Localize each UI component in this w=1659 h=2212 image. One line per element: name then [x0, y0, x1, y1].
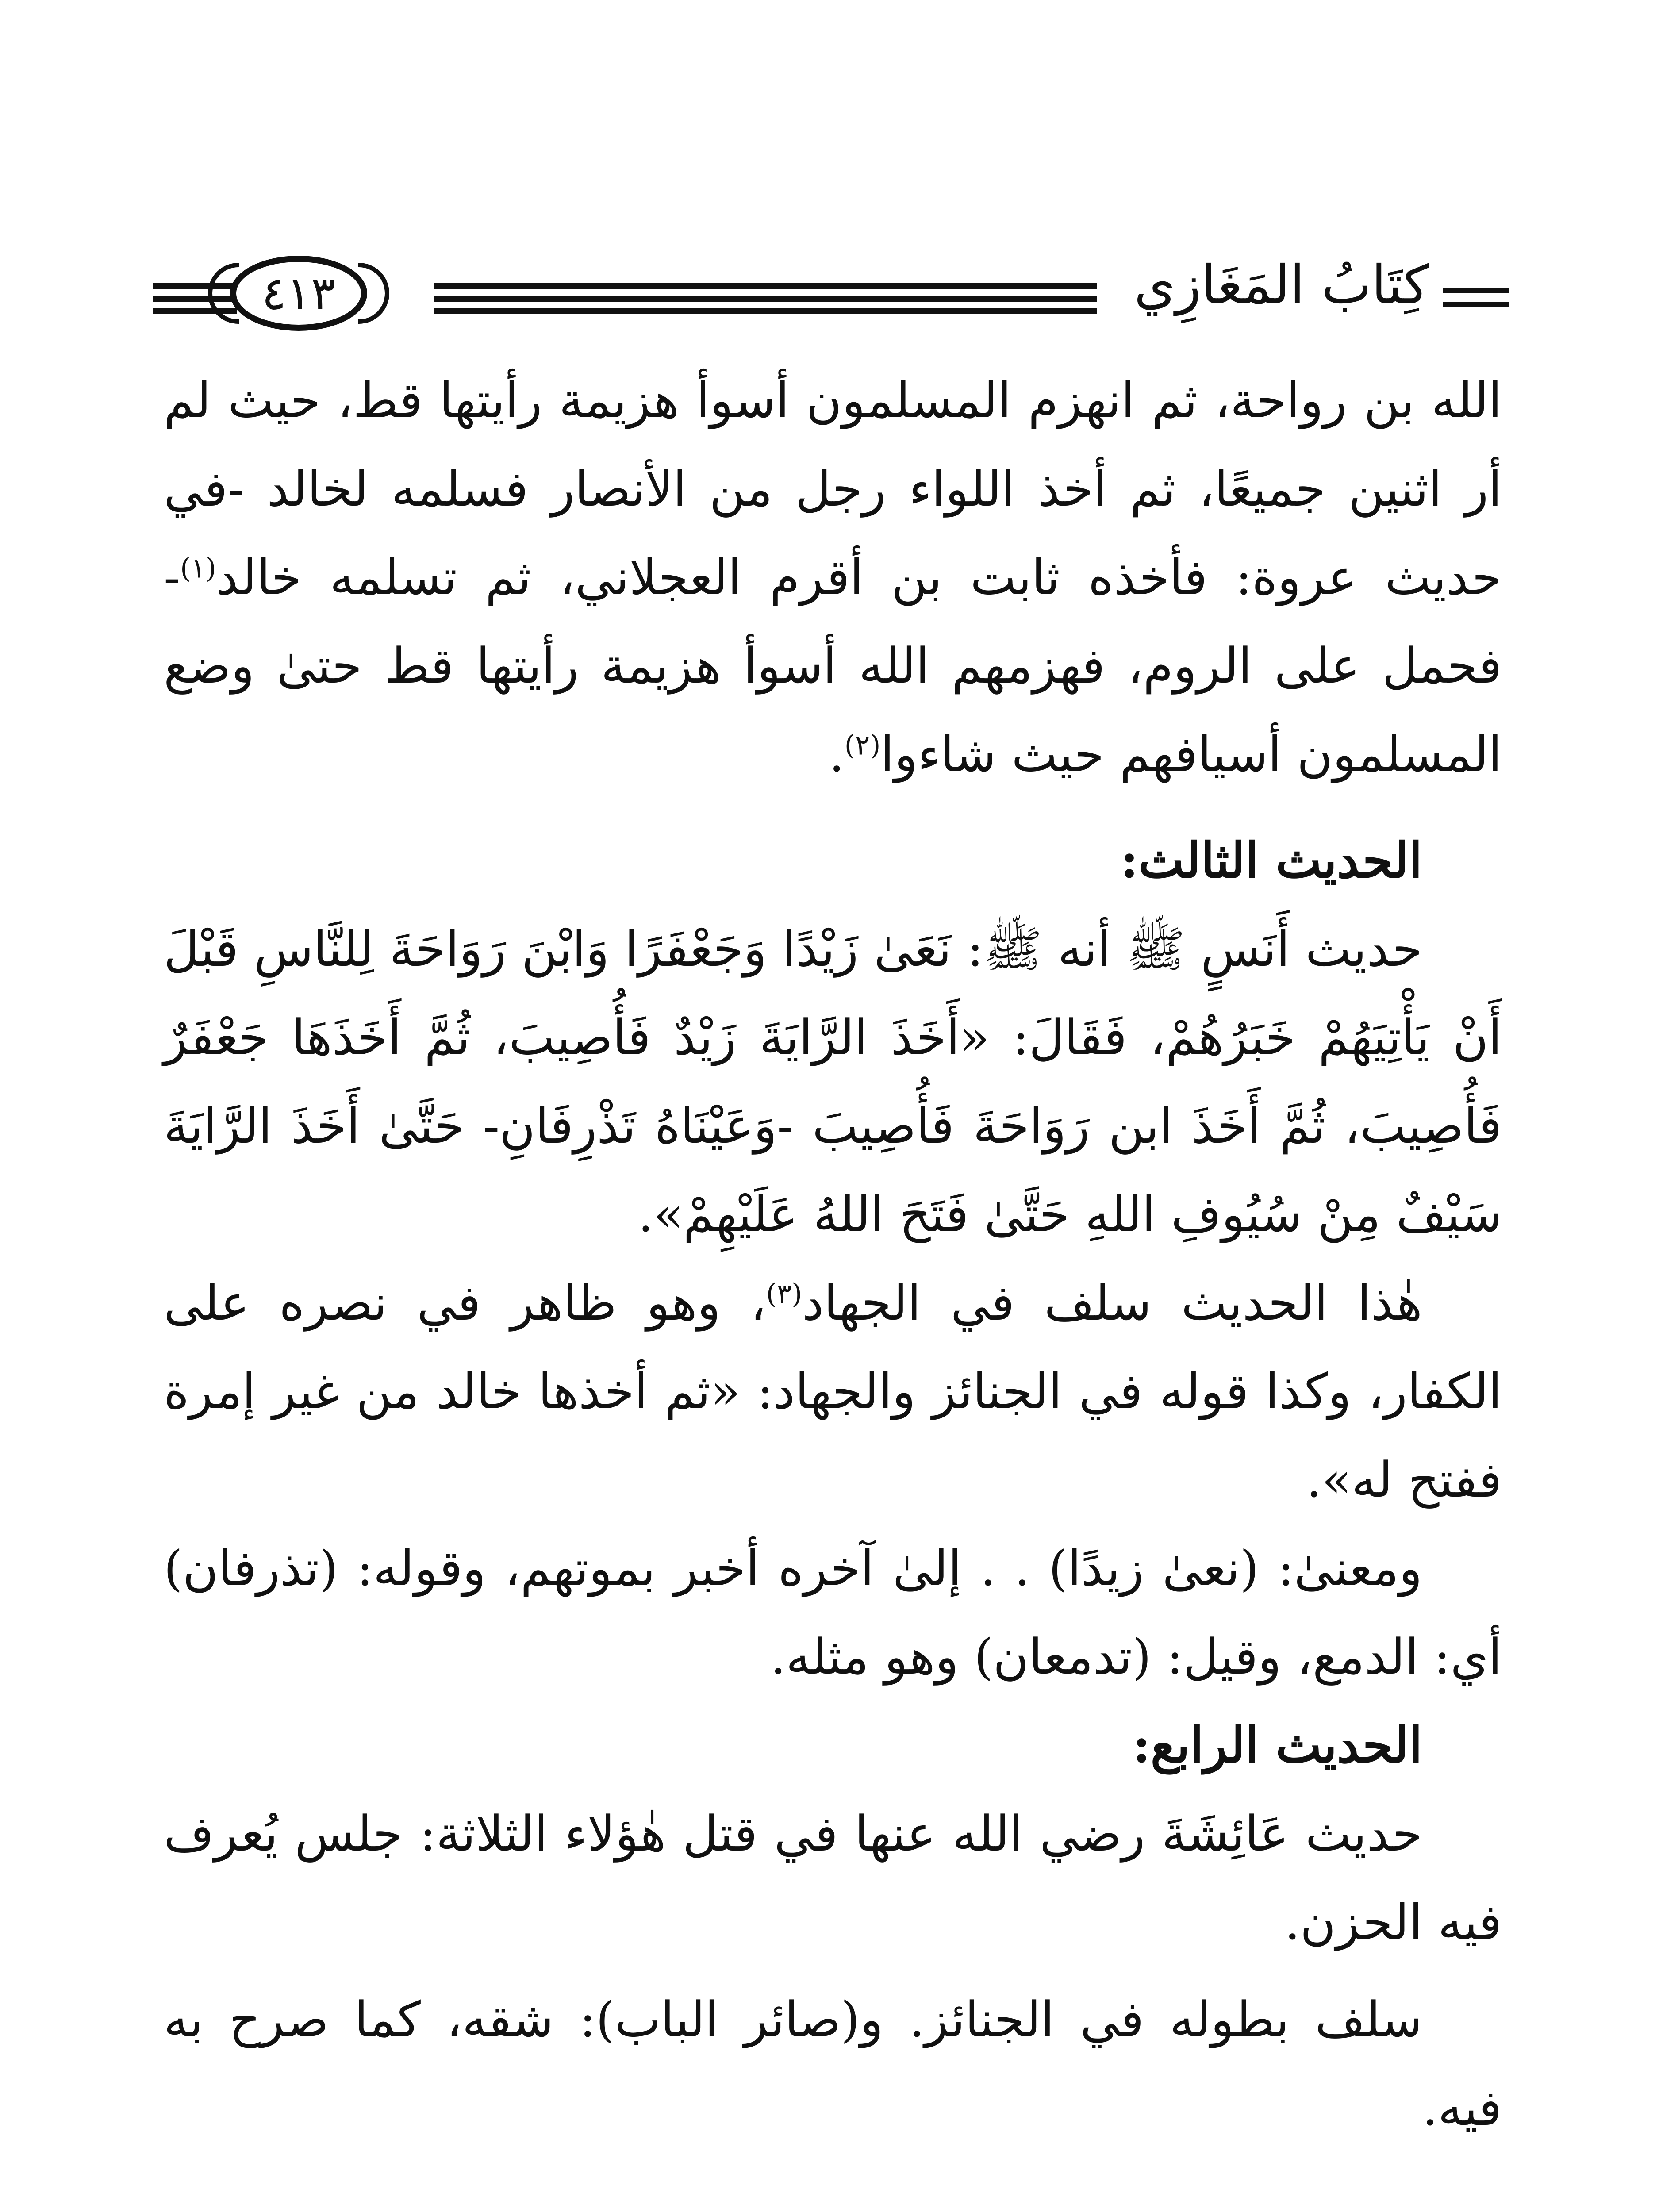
paragraph-2: حديث أَنَسٍ ﷺ أنه ﷺ: نَعَىٰ زَيْدًا وَجَعْفَرًا وَابْنَ رَوَاحَةَ لِلنَّاسِ قَبْلَ أَنْ يَأْتِيَهُمْ خَبَرُهُمْ، فَقَالَ: «أَخَذَ الرَّايَةَ زَيْدٌ فَأُصِيبَ، ثُمَّ أَخَذَهَا جَعْفَرٌ فَأُصِيبَ، ثُمَّ أَخَذَ ابن رَوَاحَةَ فَأُصِيبَ -وَعَيْنَاهُ تَذْرِفَانِ- حَتَّىٰ أَخَذَ الرَّايَةَ سَيْفٌ مِنْ سُيُوفِ اللهِ حَتَّىٰ فَتَحَ اللهُ عَلَيْهِمْ». [164, 921, 1502, 1243]
paragraph-1 [164, 356, 1502, 799]
page-number: ٤١٣ [261, 266, 336, 320]
footnote-ref-2: (٢) [844, 729, 881, 761]
header-rule [434, 308, 1097, 314]
header-rule-right-bottom [1443, 302, 1509, 307]
footnote-ref-3: (٣) [766, 1277, 803, 1310]
paragraph-5: حديث عَائِشَةَ رضي الله عنها في قتل هٰؤلاء الثلاثة: جلس يُعرف فيه الحزن. [164, 1805, 1502, 1951]
running-header-title: كِتَابُ المَغَازِي [1134, 254, 1429, 316]
paragraph-6: سلف بطوله في الجنائز. و(صائر الباب): شقه، كما صرح به فيه. [164, 1991, 1502, 2136]
footnote-ref-1: (١) [180, 552, 216, 584]
paragraph-1-end: . [829, 726, 845, 783]
paragraph-3-continued: ، وهو ظاهر في نصره على الكفار، وكذا قوله في الجنائز والجهاد: «ثم أخذها خالد من غير إمرة ففتح له». [164, 1275, 1502, 1508]
paragraph-3-text: هٰذا الحديث سلف في الجهاد [802, 1275, 1422, 1331]
header-rule [434, 283, 1097, 289]
paragraph-3 [164, 1259, 1502, 1524]
header-rule [434, 296, 1097, 302]
section-heading-third-hadith: الحديث الثالث: [1120, 832, 1422, 889]
main-text [164, 356, 1502, 2152]
header-rule-right-top [1443, 288, 1509, 293]
paragraph-1-text: الله بن رواحة، ثم انهزم المسلمون أسوأ هزيمة رأيتها قط، حيث لم أر اثنين جميعًا، ثم أخذ اللواء رجل من الأنصار فسلمه لخالد -في حديث عروة: فأخذه ثابت بن أقرم العجلاني، ثم تسلمه خالد [164, 372, 1502, 606]
paragraph-1-continued: - فحمل على الروم، فهزمهم الله أسوأ هزيمة رأيتها قط حتىٰ وضع المسلمون أسيافهم حيث شاءوا [164, 549, 1502, 783]
paragraph-4: ومعنىٰ: (نعىٰ زيدًا) . . إلىٰ آخره أخبر بموتهم، وقوله: (تذرفان) أي: الدمع، وقيل: (تدمعان) وهو مثله. [164, 1540, 1502, 1685]
page-number-badge [230, 256, 367, 331]
section-heading-fourth-hadith: الحديث الرابع: [1133, 1717, 1422, 1774]
